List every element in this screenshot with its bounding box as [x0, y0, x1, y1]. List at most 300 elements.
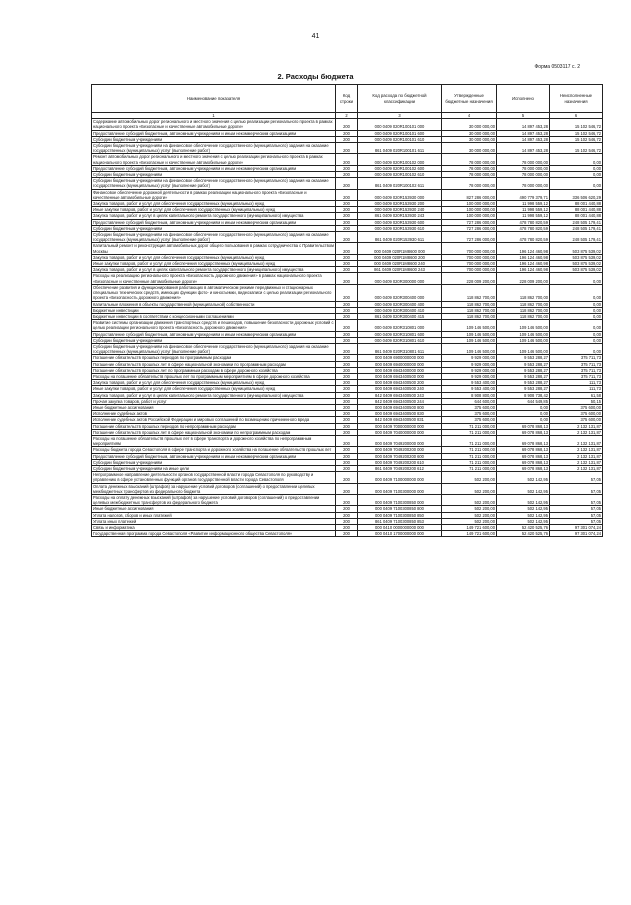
row-approved: 71 211 000,00: [442, 423, 497, 429]
row-line-code: 200: [336, 355, 358, 361]
row-approved: 502 200,00: [442, 512, 497, 518]
row-approved: 502 200,00: [442, 472, 497, 483]
row-indicator-name: Расходы на реализацию регионального проекта «Безопасность дорожного движения» в рамках национального проекта «Безопасные и качественные автомобильные дороги»: [92, 273, 336, 284]
row-indicator-name: Иные бюджетные ассигнования: [92, 506, 336, 512]
row-executed: 478 780 820,59: [497, 232, 550, 243]
row-line-code: 200: [336, 343, 358, 354]
row-indicator-name: Закупка товаров, работ и услуг в целях капитального ремонта государственного (муниципального) имущества: [92, 392, 336, 398]
column-number: 6: [550, 113, 603, 119]
row-line-code: 200: [336, 435, 358, 446]
row-expense-code: 842 0409 6943400500 831: [358, 417, 442, 423]
row-line-code: 200: [336, 373, 358, 379]
row-executed: 14 897 453,28: [497, 143, 550, 154]
row-expense-code: 000 0409 7100000000 000: [358, 472, 442, 483]
row-unexecuted: 375 600,00: [550, 411, 603, 417]
table-row: [92, 201, 603, 207]
row-unexecuted: 97 301 074,24: [550, 525, 603, 531]
row-expense-code: 000 0409 7100300850 850: [358, 512, 442, 518]
row-unexecuted: 375 711,73: [550, 361, 603, 367]
expenditure-table: [91, 84, 603, 537]
row-approved: 375 600,00: [442, 417, 497, 423]
row-executed: 9 553 288,27: [497, 380, 550, 386]
table-row: [92, 367, 603, 373]
row-executed: 196 124 460,98: [497, 261, 550, 267]
row-expense-code: 000 0410 1700000000 000: [358, 531, 442, 537]
row-executed: 14 897 453,28: [497, 119, 550, 130]
table-row: [92, 261, 603, 267]
row-executed: 196 124 460,98: [497, 267, 550, 273]
table-row: [92, 189, 603, 200]
row-approved: 30 000 000,00: [442, 119, 497, 130]
row-approved: 109 146 500,00: [442, 331, 497, 337]
row-executed: 196 124 460,98: [497, 254, 550, 260]
row-executed: 109 146 500,00: [497, 320, 550, 331]
row-line-code: 200: [336, 525, 358, 531]
row-approved: 78 000 000,00: [442, 154, 497, 165]
row-line-code: 200: [336, 453, 358, 459]
row-unexecuted: 248 505 179,41: [550, 225, 603, 231]
row-indicator-name: Иные бюджетные ассигнования: [92, 404, 336, 410]
row-executed: 478 780 820,59: [497, 225, 550, 231]
row-unexecuted: 336 506 620,29: [550, 189, 603, 200]
row-unexecuted: 88 001 440,88: [550, 207, 603, 213]
row-indicator-name: Закупка товаров, работ и услуг в целях капитального ремонта государственного (муниципального) имущества: [92, 213, 336, 219]
row-executed: 69 078 868,13: [497, 459, 550, 465]
row-approved: 375 600,00: [442, 411, 497, 417]
row-expense-code: 000 0409 020R310801 600: [358, 331, 442, 337]
row-unexecuted: 57,05: [550, 483, 603, 494]
row-executed: 11 998 559,12: [497, 213, 550, 219]
row-line-code: 200: [336, 367, 358, 373]
row-expense-code: 000 0409 6943400000 000: [358, 367, 442, 373]
row-expense-code: 000 0409 020R153930 200: [358, 201, 442, 207]
row-line-code: 200: [336, 313, 358, 319]
row-line-code: 200: [336, 219, 358, 225]
row-unexecuted: 2 132 131,87: [550, 435, 603, 446]
row-unexecuted: 2 132 131,87: [550, 465, 603, 471]
row-expense-code: 000 0409 7049200000 000: [358, 435, 442, 446]
row-indicator-name: Финансовое обеспечение дорожной деятельности в рамках реализации национального проекта «Безопасные и качественные автомобильные дороги»: [92, 189, 336, 200]
row-line-code: 200: [336, 320, 358, 331]
row-unexecuted: 248 505 179,41: [550, 232, 603, 243]
row-approved: 100 000 000,00: [442, 207, 497, 213]
row-indicator-name: Предоставление субсидий бюджетным, автономным учреждениям и иным некоммерческим организациям: [92, 165, 336, 171]
header-line-code: Код строки: [336, 85, 358, 113]
row-line-code: 200: [336, 130, 358, 136]
row-expense-code: 842 0409 6943400500 244: [358, 398, 442, 404]
row-expense-code: 000 0409 7100300850 000: [358, 495, 442, 506]
row-approved: 30 000 000,00: [442, 136, 497, 142]
row-approved: 78 000 000,00: [442, 178, 497, 189]
row-expense-code: 861 0409 020R153930 243: [358, 213, 442, 219]
table-row: [92, 483, 603, 494]
row-expense-code: 861 0409 020R153930 611: [358, 232, 442, 243]
row-approved: 149 721 600,00: [442, 525, 497, 531]
row-expense-code: 000 0409 6943400500 800: [358, 404, 442, 410]
row-unexecuted: 0,00: [550, 165, 603, 171]
row-executed: 109 146 500,00: [497, 337, 550, 343]
table-row: [92, 447, 603, 453]
header-unexecuted: Неисполненные назначения: [550, 85, 603, 113]
row-line-code: 200: [336, 512, 358, 518]
row-indicator-name: Погашение обязательств прошлых лет по программным расходам в сфере дорожного хозяйства: [92, 367, 336, 373]
row-executed: 502 142,95: [497, 472, 550, 483]
table-row: [92, 423, 603, 429]
table-row: [92, 472, 603, 483]
row-expense-code: 000 0409 7000000000 000: [358, 423, 442, 429]
row-approved: 71 211 000,00: [442, 459, 497, 465]
row-executed: 9 553 288,27: [497, 373, 550, 379]
row-approved: 109 146 500,00: [442, 343, 497, 354]
row-unexecuted: 375 600,00: [550, 404, 603, 410]
row-indicator-name: Государственная программа города Севастополя «Развитие информационного общества Севастополя»: [92, 531, 336, 537]
row-expense-code: 000 0409 020R1M8600 240: [358, 261, 442, 267]
row-unexecuted: 2 132 131,87: [550, 453, 603, 459]
row-approved: 71 211 000,00: [442, 447, 497, 453]
row-expense-code: 000 0409 020R153930 000: [358, 189, 442, 200]
table-row: [92, 243, 603, 254]
table-row: [92, 119, 603, 130]
row-line-code: 200: [336, 483, 358, 494]
row-unexecuted: 0,00: [550, 273, 603, 284]
row-approved: 118 862 700,00: [442, 301, 497, 307]
row-unexecuted: 57,05: [550, 472, 603, 483]
row-indicator-name: Исполнение судебных актов: [92, 411, 336, 417]
row-unexecuted: 15 102 546,72: [550, 130, 603, 136]
row-line-code: 200: [336, 392, 358, 398]
row-indicator-name: Субсидии бюджетным учреждениям на финансовое обеспечение государственного (муниципального) задания на оказание государственных (муниципальных) услуг (выполнение работ): [92, 343, 336, 354]
table-row: [92, 331, 603, 337]
row-indicator-name: Бюджетные инвестиции: [92, 307, 336, 313]
row-line-code: 200: [336, 178, 358, 189]
row-executed: 196 124 460,98: [497, 243, 550, 254]
row-line-code: 200: [336, 429, 358, 435]
row-line-code: 200: [336, 447, 358, 453]
row-executed: 69 078 868,13: [497, 465, 550, 471]
row-indicator-name: Непрограммное направление деятельности органов государственной власти города Севастополя по руководству и управлению в сфере установленных функций органов государственной власти города Севастополя: [92, 472, 336, 483]
row-unexecuted: 15 102 546,72: [550, 136, 603, 142]
row-executed: 490 779 379,71: [497, 189, 550, 200]
row-indicator-name: Предоставление субсидий бюджетным, автономным учреждениям и иным некоммерческим организациям: [92, 331, 336, 337]
row-executed: 0,00: [497, 411, 550, 417]
column-number: 5: [497, 113, 550, 119]
row-unexecuted: 57,05: [550, 506, 603, 512]
row-approved: 727 286 000,00: [442, 232, 497, 243]
row-line-code: 200: [336, 465, 358, 471]
row-expense-code: 000 0409 020R100101 000: [358, 119, 442, 130]
row-expense-code: 000 0409 6943400500 240: [358, 386, 442, 392]
row-expense-code: 000 0409 020R100102 600: [358, 165, 442, 171]
row-indicator-name: Субсидии бюджетным учреждениям на финансовое обеспечение государственного (муниципального) задания на оказание государственных (муниципальных) услуг (выполнение работ): [92, 178, 336, 189]
row-line-code: 200: [336, 201, 358, 207]
row-indicator-name: Предоставление субсидий бюджетным, автономным учреждениям и иным некоммерческим организациям: [92, 130, 336, 136]
row-unexecuted: 2 132 131,87: [550, 429, 603, 435]
row-executed: 78 000 000,00: [497, 165, 550, 171]
row-expense-code: 000 0409 6943400500 830: [358, 411, 442, 417]
row-unexecuted: 0,00: [550, 343, 603, 354]
row-unexecuted: 503 875 539,02: [550, 267, 603, 273]
row-indicator-name: Оплата денежных взысканий (штрафов) за нарушение условий договоров (соглашений) о предоставлении целевых межбюджетных трансфертов из федерального бюджета: [92, 483, 336, 494]
row-executed: 109 146 500,00: [497, 331, 550, 337]
row-unexecuted: 2 132 131,87: [550, 459, 603, 465]
row-approved: 827 286 000,00: [442, 189, 497, 200]
row-approved: 9 929 000,00: [442, 373, 497, 379]
row-expense-code: 000 0409 020R300400 410: [358, 307, 442, 313]
row-line-code: 200: [336, 398, 358, 404]
row-approved: 8 908 800,00: [442, 392, 497, 398]
row-executed: 78 000 000,00: [497, 172, 550, 178]
table-row: [92, 361, 603, 367]
table-row: [92, 232, 603, 243]
row-line-code: 200: [336, 136, 358, 142]
row-expense-code: 861 0409 020R100102 611: [358, 178, 442, 189]
row-expense-code: 000 0409 020R300400 000: [358, 284, 442, 301]
row-indicator-name: Субсидии бюджетным учреждениям: [92, 459, 336, 465]
row-line-code: 200: [336, 232, 358, 243]
row-executed: 69 078 868,13: [497, 447, 550, 453]
row-expense-code: 000 0409 6900000000 000: [358, 355, 442, 361]
row-unexecuted: 0,00: [550, 172, 603, 178]
row-executed: 9 553 288,27: [497, 361, 550, 367]
row-unexecuted: 503 875 539,02: [550, 261, 603, 267]
table-header-row: [92, 85, 603, 113]
row-indicator-name: Погашение обязательств прошлых периодов по программным расходам: [92, 355, 336, 361]
row-indicator-name: Закупка товаров, работ и услуг в целях капитального ремонта государственного (муниципального) имущества: [92, 267, 336, 273]
table-row: [92, 392, 603, 398]
row-executed: 11 998 559,12: [497, 201, 550, 207]
row-expense-code: 000 0409 020R153930 600: [358, 219, 442, 225]
table-row: [92, 213, 603, 219]
table-row: [92, 143, 603, 154]
row-line-code: 200: [336, 472, 358, 483]
table-row: [92, 130, 603, 136]
row-executed: 69 078 868,13: [497, 435, 550, 446]
row-approved: 118 862 700,00: [442, 313, 497, 319]
row-line-code: 200: [336, 386, 358, 392]
row-expense-code: 000 0409 7100300850 800: [358, 506, 442, 512]
row-expense-code: 000 0409 6943400500 200: [358, 380, 442, 386]
table-row: [92, 207, 603, 213]
row-indicator-name: Капитальный ремонт и реконструкция автомобильных дорог общего пользования в рамках сотрудничества с Правительством Москвы: [93, 243, 334, 254]
row-indicator-name: Расходы бюджета города Севастополя в сфере транспорта и дорожного хозяйства на погашение обязательств прошлых лет: [92, 447, 336, 453]
row-approved: 149 721 600,00: [442, 531, 497, 537]
row-line-code: 200: [336, 506, 358, 512]
row-indicator-name: Ремонт автомобильных дорог регионального и местного значения с целью реализации регионального проекта в рамках национального проекта «Безопасные и качественные автомобильные дороги»: [92, 154, 336, 165]
row-line-code: 200: [336, 495, 358, 506]
row-indicator-name: Обеспечение развития и функционирования работающих в автоматическом режиме передвижных и стационарных специальных технических средств, имеющих функции фото- и киносъемки, видеозаписи с целью реализации регионального проекта «Безопасность дорожного движения»: [92, 284, 336, 301]
row-approved: 118 862 700,00: [442, 307, 497, 313]
column-number: 1: [92, 113, 336, 119]
row-approved: 9 929 000,00: [442, 367, 497, 373]
row-expense-code: 000 0409 020R310801 610: [358, 337, 442, 343]
row-line-code: 200: [336, 172, 358, 178]
row-approved: 100 000 000,00: [442, 201, 497, 207]
row-executed: 118 862 700,00: [497, 307, 550, 313]
row-indicator-name: Закупка товаров, работ и услуг для обеспечения государственных (муниципальных) нужд: [92, 201, 336, 207]
table-row: [92, 386, 603, 392]
row-line-code: 200: [336, 307, 358, 313]
row-indicator-name: Расходы на погашение обязательств прошлых лет по программным мероприятиям в сфере дорожного хозяйства: [92, 373, 336, 379]
row-indicator-name: Погашение обязательств прошлых лет в сфере национальной экономики по непрограммным расходам: [92, 429, 336, 435]
row-executed: 14 897 453,28: [497, 130, 550, 136]
row-executed: 502 142,95: [497, 483, 550, 494]
row-unexecuted: 88 001 440,88: [550, 213, 603, 219]
row-executed: 118 862 700,00: [497, 284, 550, 301]
row-indicator-name: Связь и информатика: [92, 525, 336, 531]
table-row: [92, 380, 603, 386]
row-indicator-name: Предоставление субсидий бюджетным, автономным учреждениям и иным некоммерческим организациям: [92, 219, 336, 225]
row-line-code: 200: [336, 380, 358, 386]
row-unexecuted: 503 875 539,02: [550, 254, 603, 260]
row-indicator-name: Субсидии бюджетным учреждениям: [92, 136, 336, 142]
table-row: [92, 429, 603, 435]
row-approved: 700 000 000,00: [442, 254, 497, 260]
row-line-code: 200: [336, 189, 358, 200]
row-approved: 700 000 000,00: [442, 261, 497, 267]
row-approved: 118 862 700,00: [442, 284, 497, 301]
row-executed: 78 000 000,00: [497, 154, 550, 165]
table-row: [92, 465, 603, 471]
table-row: [92, 284, 603, 301]
row-approved: 71 211 000,00: [442, 429, 497, 435]
row-expense-code: 861 0409 020R1M8600 243: [358, 267, 442, 273]
row-indicator-name: Прочая закупка товаров, работ и услуг: [92, 398, 336, 404]
row-line-code: 200: [336, 267, 358, 273]
row-unexecuted: 2 132 131,87: [550, 423, 603, 429]
row-indicator-name: Субсидии бюджетным учреждениям на иные цели: [92, 465, 336, 471]
table-row: [92, 495, 603, 506]
row-line-code: 200: [336, 243, 358, 254]
form-code: Форма 0503117 с. 2: [534, 64, 580, 70]
row-approved: 109 146 500,00: [442, 337, 497, 343]
row-executed: 9 553 288,27: [497, 386, 550, 392]
row-approved: 109 146 500,00: [442, 320, 497, 331]
row-indicator-name: Капитальные вложения в объекты государственной (муниципальной) собственности: [92, 301, 336, 307]
row-unexecuted: 375 711,73: [550, 355, 603, 361]
row-unexecuted: 50,15: [550, 398, 603, 404]
row-unexecuted: 0,00: [550, 301, 603, 307]
row-line-code: 200: [336, 154, 358, 165]
row-approved: 9 553 400,00: [442, 386, 497, 392]
row-expense-code: 000 0409 020R153930 240: [358, 207, 442, 213]
row-approved: 9 929 000,00: [442, 361, 497, 367]
row-line-code: 200: [336, 284, 358, 301]
table-row: [92, 273, 603, 284]
row-executed: 14 897 453,28: [497, 136, 550, 142]
row-approved: 700 000 000,00: [442, 243, 497, 254]
header-approved: Утвержденные бюджетные назначения: [442, 85, 497, 113]
row-line-code: 200: [336, 165, 358, 171]
row-approved: 71 211 000,00: [442, 465, 497, 471]
row-approved: 375 600,00: [442, 404, 497, 410]
row-expense-code: 000 0409 7049200200 000: [358, 447, 442, 453]
row-unexecuted: 57,05: [550, 512, 603, 518]
row-executed: 0,00: [497, 417, 550, 423]
row-expense-code: 000 0409 7049200200 600: [358, 453, 442, 459]
row-approved: 78 000 000,00: [442, 165, 497, 171]
row-executed: 109 146 500,00: [497, 343, 550, 354]
row-unexecuted: 0,00: [550, 307, 603, 313]
row-expense-code: 000 0409 7040000000 000: [358, 429, 442, 435]
row-executed: 502 142,95: [497, 495, 550, 506]
column-number: 2: [336, 113, 358, 119]
row-line-code: 200: [336, 207, 358, 213]
row-expense-code: 861 0409 020R300400 415: [358, 313, 442, 319]
table-row: [92, 165, 603, 171]
table-row: [92, 301, 603, 307]
row-line-code: 200: [336, 411, 358, 417]
row-unexecuted: 97 301 074,24: [550, 531, 603, 537]
row-line-code: 200: [336, 143, 358, 154]
row-indicator-name: Расходы на погашение обязательств прошлых лет в сфере транспорта и дорожного хозяйства по непрограммным мероприятиям: [92, 435, 336, 446]
row-approved: 30 000 000,00: [442, 130, 497, 136]
column-number: 4: [442, 113, 497, 119]
row-approved: 9 929 000,00: [442, 355, 497, 361]
row-executed: 0,00: [497, 404, 550, 410]
row-executed: 69 078 868,13: [497, 429, 550, 435]
row-line-code: 200: [336, 518, 358, 524]
row-unexecuted: 0,00: [550, 313, 603, 319]
row-expense-code: 000 0409 020R300400 400: [358, 301, 442, 307]
row-indicator-name: Субсидии бюджетным учреждениям: [92, 225, 336, 231]
row-line-code: 200: [336, 459, 358, 465]
row-approved: 502 200,00: [442, 495, 497, 506]
row-indicator-name: Уплата налогов, сборов и иных платежей: [92, 512, 336, 518]
row-expense-code: 861 0409 020R310801 611: [358, 343, 442, 354]
header-indicator-name: Наименование показателя: [92, 85, 336, 113]
row-indicator-name: Субсидии бюджетным учреждениям на финансовое обеспечение государственного (муниципального) задания на оказание государственных (муниципальных) услуг (выполнение работ): [92, 232, 336, 243]
row-indicator-name: Субсидии бюджетным учреждениям: [92, 337, 336, 343]
table-row: [92, 254, 603, 260]
row-expense-code: 000 0409 6943400500 000: [358, 373, 442, 379]
row-unexecuted: 57,05: [550, 518, 603, 524]
row-indicator-name: Бюджетные инвестиции в соответствии с концессионными соглашениями: [92, 313, 336, 319]
row-line-code: 200: [336, 337, 358, 343]
row-indicator-name: Предоставление субсидий бюджетным, автономным учреждениям и иным некоммерческим организациям: [92, 453, 336, 459]
row-executed: 69 078 868,13: [497, 423, 550, 429]
row-expense-code: 000 0409 020R300000 000: [358, 273, 442, 284]
table-row: [92, 435, 603, 446]
row-executed: 9 553 288,27: [497, 367, 550, 373]
row-line-code: 200: [336, 225, 358, 231]
row-line-code: 200: [336, 273, 358, 284]
row-approved: 228 009 200,00: [442, 273, 497, 284]
row-expense-code: 000 0409 7049200200 610: [358, 459, 442, 465]
row-executed: 52 420 525,76: [497, 525, 550, 531]
table-row: [92, 219, 603, 225]
row-indicator-name: Содержание автомобильных дорог регионального и местного значения с целью реализации регионального проекта в рамках национального проекта «Безопасные и качественные автомобильные дороги»: [92, 119, 336, 130]
row-executed: 502 142,95: [497, 506, 550, 512]
row-approved: 30 000 000,00: [442, 143, 497, 154]
row-approved: 502 200,00: [442, 506, 497, 512]
row-unexecuted: 0,00: [550, 154, 603, 165]
row-approved: 78 000 000,00: [442, 172, 497, 178]
row-approved: 700 000 000,00: [442, 267, 497, 273]
table-row: [92, 154, 603, 165]
row-approved: 71 211 000,00: [442, 435, 497, 446]
row-approved: 502 200,00: [442, 518, 497, 524]
row-unexecuted: 0,00: [550, 337, 603, 343]
row-executed: 9 553 288,27: [497, 355, 550, 361]
row-expense-code: 000 0409 020R100101 610: [358, 136, 442, 142]
row-line-code: 200: [336, 361, 358, 367]
row-executed: 11 998 559,12: [497, 207, 550, 213]
row-unexecuted: 0,00: [550, 284, 603, 301]
table-row: [92, 373, 603, 379]
row-unexecuted: 2 132 131,87: [550, 447, 603, 453]
row-expense-code: 000 0410 0000000000 000: [358, 525, 442, 531]
row-line-code: 200: [336, 531, 358, 537]
